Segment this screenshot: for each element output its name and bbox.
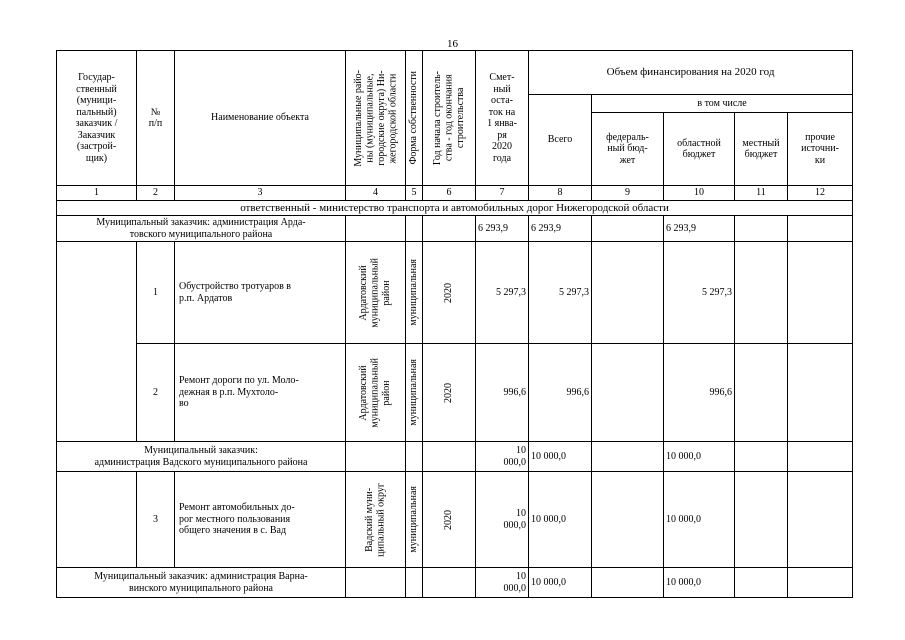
item-years: 2020 — [423, 344, 476, 442]
item-total: 996,6 — [529, 344, 592, 442]
group-estimate: 6 293,9 — [476, 216, 529, 242]
item-ownership: муниципальная — [406, 344, 423, 442]
col-number: 4 — [346, 186, 406, 201]
col-number: 12 — [788, 186, 853, 201]
item-municipality: Ардатовский муниципальный район — [346, 242, 406, 344]
col-number: 7 — [476, 186, 529, 201]
item-regional: 5 297,3 — [664, 242, 735, 344]
responsible-row: ответственный - министерство транспорта и автомобильных дорог Нижегородской области — [57, 200, 853, 216]
group-row — [57, 442, 853, 472]
header-including: в том числе — [592, 95, 853, 113]
col-number: 11 — [735, 186, 788, 201]
group-regional: 10 000,0 — [664, 568, 735, 598]
group-row — [57, 216, 853, 242]
group-total: 10 000,0 — [529, 568, 592, 598]
group-customer: Муниципальный заказчик: администрация Варна- винского муниципального района — [57, 568, 346, 598]
item-municipality: Ардатовский муниципальный район — [346, 344, 406, 442]
col-number: 10 — [664, 186, 735, 201]
header-number: № п/п — [137, 51, 175, 186]
item-estimate: 10 000,0 — [476, 472, 529, 568]
group-customer: Муниципальный заказчик: администрация Арда- товского муниципального района — [57, 216, 346, 242]
item-years: 2020 — [423, 472, 476, 568]
col-number: 3 — [175, 186, 346, 201]
header-object-name: Наименование объекта — [175, 51, 346, 186]
header-other: прочие источни- ки — [788, 113, 853, 186]
page-number: 16 — [447, 38, 458, 50]
group-regional: 6 293,9 — [664, 216, 735, 242]
item-total: 5 297,3 — [529, 242, 592, 344]
col-number: 8 — [529, 186, 592, 201]
header-years: Год начала строитель- ства - год окончания строительства — [423, 51, 476, 186]
group-estimate: 10 000,0 — [476, 568, 529, 598]
header-regional: областной бюджет — [664, 113, 735, 186]
table-row — [57, 242, 853, 344]
item-municipality: Вадский муни- ципальный округ — [346, 472, 406, 568]
item-estimate: 996,6 — [476, 344, 529, 442]
table-row — [57, 472, 853, 568]
item-number: 3 — [137, 472, 175, 568]
header-municipality: Муниципальные райо- ны (муниципальные, городские округа) Ни- жегородской области — [346, 51, 406, 186]
header-total: Всего — [529, 95, 592, 186]
header-local: местный бюджет — [735, 113, 788, 186]
col-number: 9 — [592, 186, 664, 201]
item-regional: 996,6 — [664, 344, 735, 442]
header-financing: Объем финансирования на 2020 год — [529, 51, 853, 95]
header-customer: Государ- ственный (муници- пальный) заказчик / Заказчик (застрой- щик) — [57, 51, 137, 186]
group-estimate: 10 000,0 — [476, 442, 529, 472]
col-number: 1 — [57, 186, 137, 201]
item-regional: 10 000,0 — [664, 472, 735, 568]
column-numbers-row — [57, 186, 853, 201]
group-total: 6 293,9 — [529, 216, 592, 242]
header-ownership: Форма собственности — [406, 51, 423, 186]
group-row — [57, 568, 853, 598]
header-estimate: Смет- ный оста- ток на 1 янва- ря 2020 года — [476, 51, 529, 186]
group-total: 10 000,0 — [529, 442, 592, 472]
item-years: 2020 — [423, 242, 476, 344]
group-regional: 10 000,0 — [664, 442, 735, 472]
item-ownership: муниципальная — [406, 472, 423, 568]
header-federal: федераль- ный бюд- жет — [592, 113, 664, 186]
item-name: Ремонт дороги по ул. Моло- дежная в р.п. Мухтоло- во — [175, 344, 346, 442]
item-estimate: 5 297,3 — [476, 242, 529, 344]
item-name: Ремонт автомобильных до- рог местного пользования общего значения в с. Вад — [175, 472, 346, 568]
item-ownership: муниципальная — [406, 242, 423, 344]
item-total: 10 000,0 — [529, 472, 592, 568]
financing-table — [56, 50, 853, 598]
item-number: 1 — [137, 242, 175, 344]
col-number: 5 — [406, 186, 423, 201]
group-customer: Муниципальный заказчик: администрация Вадского муниципального района — [57, 442, 346, 472]
table-row — [57, 344, 853, 442]
item-number: 2 — [137, 344, 175, 442]
col-number: 6 — [423, 186, 476, 201]
item-name: Обустройство тротуаров в р.п. Ардатов — [175, 242, 346, 344]
col-number: 2 — [137, 186, 175, 201]
